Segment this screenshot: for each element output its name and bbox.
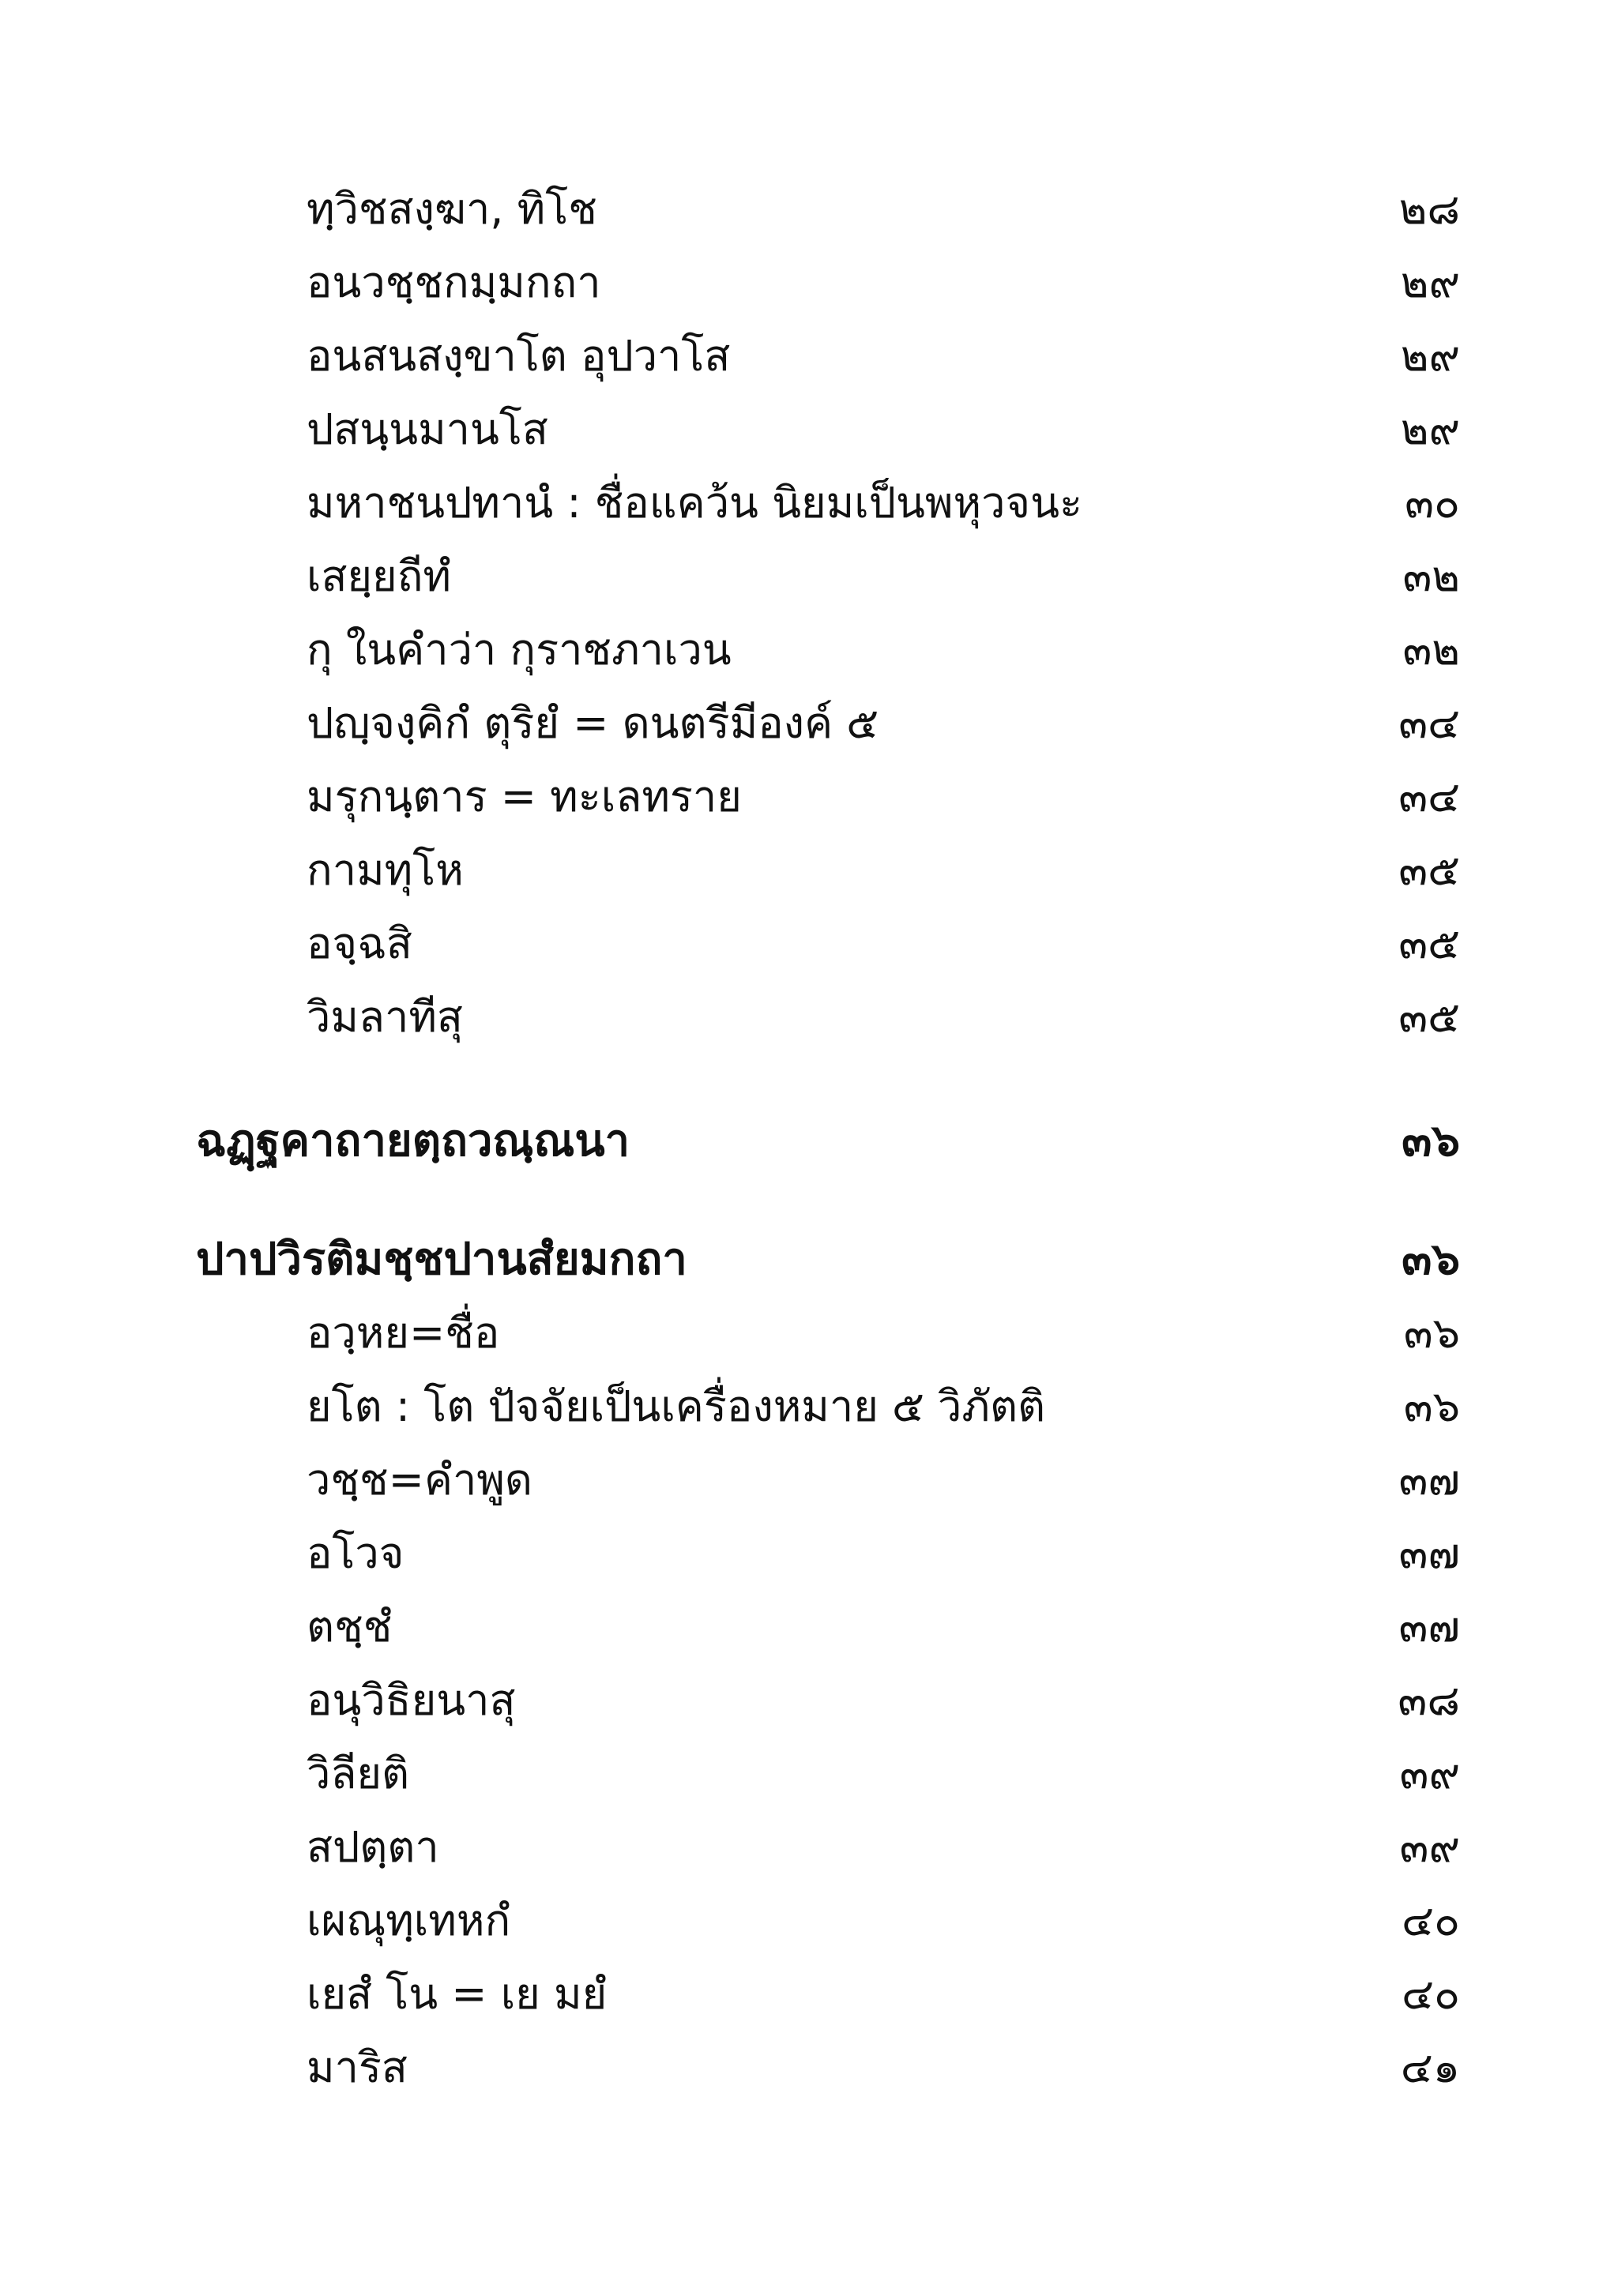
- toc-entry-page: ๓๒: [1402, 551, 1460, 601]
- toc-entry: [0, 1737, 1618, 1810]
- toc-entry: [0, 1663, 1618, 1737]
- toc-entry-page: ๒๙: [1400, 331, 1460, 381]
- toc-heading-entry: [0, 1223, 1618, 1296]
- toc-entry-page: ๓๕: [1398, 919, 1460, 968]
- toc-entry-page: ๓๗: [1398, 1602, 1460, 1652]
- toc-entry-label: มหาชนปทานํ : ชื่อแคว้น นิยมเป็นพหุวจนะ: [307, 478, 1082, 528]
- toc-entry-label: ปสนฺนมานโส: [307, 404, 548, 454]
- toc-group-1: [0, 172, 1618, 1054]
- toc-entry-label: สปตฺตา: [307, 1822, 439, 1872]
- toc-entry-page: ๔๐: [1402, 1896, 1460, 1945]
- toc-entry-page: ๒๙: [1400, 257, 1460, 307]
- toc-entry-label: เสยฺยถีทํ: [307, 551, 451, 601]
- toc-entry-label: กุ ในคำว่า กุราชภาเวน: [307, 625, 732, 675]
- toc-entry-label: เผณุทฺเทหกํ: [307, 1896, 511, 1945]
- toc-entry-page: ๓๗: [1398, 1455, 1460, 1505]
- toc-entry-page: ๓๕: [1398, 992, 1460, 1042]
- toc-entry-label: เยสํ โน = เย มยํ: [307, 1969, 608, 2019]
- toc-entry-label: ปญฺจงฺคิกํ ตุริยํ = ดนตรีมีองค์ ๕: [307, 698, 879, 748]
- toc-section-heading: [0, 1104, 1618, 1178]
- toc-entry: [0, 1296, 1618, 1370]
- toc-entry: [0, 907, 1618, 980]
- toc-entry-page: ๓๖: [1403, 1308, 1460, 1358]
- toc-entry-label: วชฺช=คำพูด: [307, 1455, 532, 1505]
- toc-entry: [0, 980, 1618, 1054]
- toc-entry: [0, 319, 1618, 393]
- toc-heading-page: ๓๖: [1402, 1234, 1460, 1285]
- toc-entry: [0, 393, 1618, 466]
- toc-entry-page: ๓๖: [1403, 1381, 1460, 1431]
- toc-entry-label: อนวชฺชกมฺมกถา: [307, 257, 601, 307]
- toc-entry-page: ๓๒: [1402, 625, 1460, 675]
- toc-entry-page: ๓๙: [1399, 1822, 1460, 1872]
- toc-entry-page: ๓๕: [1398, 845, 1460, 895]
- toc-heading-page: ๓๖: [1402, 1115, 1460, 1167]
- toc-entry-label: มรุกนฺตาร = ทะเลทราย: [307, 772, 742, 821]
- toc-entry: [0, 760, 1618, 833]
- toc-entry-label: อจฺฉสิ: [307, 919, 412, 968]
- toc-entry-page: ๓๔: [1398, 772, 1460, 821]
- toc-entry-label: ทฺวิชสงฺฆา, ทิโช: [307, 184, 597, 234]
- toc-entry: [0, 172, 1618, 246]
- toc-entry-label: ตชฺชํ: [307, 1602, 393, 1652]
- toc-entry: [0, 833, 1618, 907]
- toc-entry: [0, 1957, 1618, 2031]
- toc-entry-label: วิลียติ: [307, 1749, 410, 1798]
- toc-entry-label: อวฺหย=ชื่อ: [307, 1308, 500, 1358]
- toc-section-heading: [0, 1223, 1618, 1296]
- toc-entry-label: วิมลาทีสุ: [307, 992, 463, 1042]
- toc-entry: [0, 1516, 1618, 1590]
- toc-entry-label: อโวจ: [307, 1528, 404, 1578]
- toc-entry-page: ๓๗: [1398, 1528, 1460, 1578]
- toc-entry-page: ๓๐: [1405, 478, 1460, 528]
- toc-entry-label: อนสนสงฺขาโต อุปวาโส: [307, 331, 731, 381]
- toc-entry-page: ๒๘: [1398, 184, 1460, 234]
- toc-entry: [0, 1590, 1618, 1663]
- toc-entry: [0, 246, 1618, 319]
- toc-entry: [0, 1884, 1618, 1957]
- toc-entry-page: ๔๑: [1400, 2042, 1460, 2092]
- toc-entry-label: มาริส: [307, 2042, 408, 2092]
- toc-entry-label: อนุวิธิยนาสุ: [307, 1675, 516, 1725]
- toc-heading-label: ปาปวิรติมชฺชปานสํยมกถา: [196, 1234, 687, 1285]
- toc-heading-entry: [0, 1104, 1618, 1178]
- toc-entry-page: ๓๔: [1398, 698, 1460, 748]
- toc-entry-page: ๓๘: [1398, 1675, 1460, 1725]
- toc-entry-page: ๒๙: [1400, 404, 1460, 454]
- toc-entry-label: กามทุโห: [307, 845, 464, 895]
- toc-entry-label: ยโต : โต ปัจจัยเป็นเครื่องหมาย ๕ วิภัตติ: [307, 1381, 1046, 1431]
- toc-entry: [0, 2031, 1618, 2104]
- toc-entry: [0, 1810, 1618, 1884]
- toc-entry: [0, 1370, 1618, 1443]
- toc-entry: [0, 1443, 1618, 1516]
- toc-entry-page: ๓๙: [1399, 1749, 1460, 1798]
- toc-group-2: [0, 1296, 1618, 2104]
- toc-entry: [0, 539, 1618, 613]
- toc-entry: [0, 613, 1618, 686]
- toc-entry: [0, 466, 1618, 539]
- toc-entry: [0, 686, 1618, 760]
- toc-entry-page: ๔๐: [1402, 1969, 1460, 2019]
- toc-heading-label: ฉฏฺฐคาถายตฺถวณฺณนา: [196, 1115, 630, 1167]
